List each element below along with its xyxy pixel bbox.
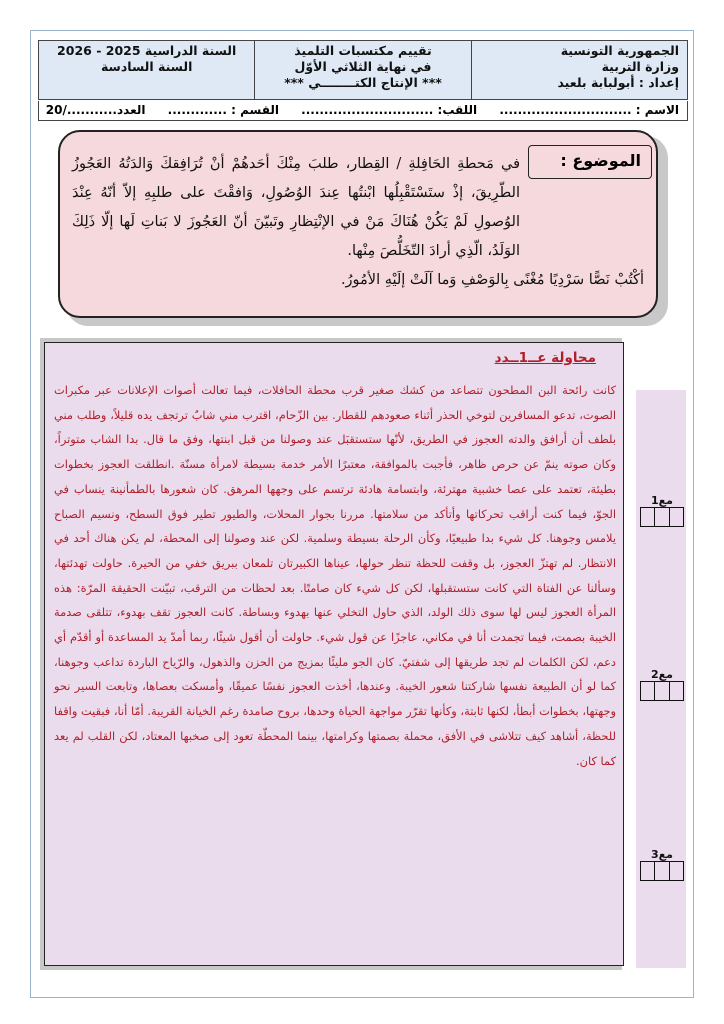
subject-area-text: *** الإنتاج الكتــــــــي *** [284, 75, 442, 90]
subject-label: الموضوع : [528, 145, 652, 179]
author-text: إعداد : أبولبابة بلعيد [557, 75, 679, 90]
school-year-text: السنة الدراسية 2025 - 2026 [57, 43, 237, 58]
criterion-2 [640, 668, 684, 701]
criterion-score-boxes[interactable] [640, 507, 684, 527]
criterion-label: مع3 [651, 848, 673, 861]
surname-field[interactable]: اللقب: ............................. [301, 103, 478, 117]
header-right [471, 41, 687, 99]
criterion-score-boxes[interactable] [640, 861, 684, 881]
name-field[interactable]: الاسم : ............................. [499, 103, 679, 117]
essay-paragraph: كانت رائحة البن المطحون تتصاعد من كشك صغير قرب محطة الحافلات، فيما تعالت أصوات الإعلانات عبر مكبرات الصوت، تدعو المسافرين لتوخي الحذر أثناء صعودهم للقطار. بين الزّحام، اقترب مني شابٌ ترتجف يده قليلاً، وطلب مني بلطف أن أرافق والدته العجوز في الطريق، لأنّها ستستقبَل عند وصولنا من قبل ابنتها، وفق ما قال. بدا الشاب متوتراً، وكان صوته ينمّ عن حرص ظاهر، فأجبت بالموافقة، معتبرًا الأمر خدمة بسيطة لامرأة مسنّة .انطلقت العجوز بخطوات بطيئة، تعتمد على عصا خشبية مهترئة، وابتسامة هادئة ترتسم على وجهها المرهق. كان شعورها بالطمأنينة ينساب في الجوّ، فيما كنت أراقب تحركاتها وأتأكد من سلامتها. مررنا بجوار المحلات، والطيور تطير فوق السطح، ونسيم الصباح يلامس وجوهنا. كل شيء بدا طبيعيًا، وكأن الرحلة بسيطة وسلمية. لكن عند وصولنا إلى المحطة، لم يكن هناك أحد في الانتظار. لم تهتزّ العجوز، بل وقفت للحظة تنظر حولها، عيناها الكبيرتان تلمعان ببريق خفي من الحيرة. حاولت تهدئتها، وسألنا عن الفتاة التي كانت ستستقبلها، لكن كل شيء كان صامتًا. بعد لحظات من الترقب، تبيّنت الحقيقة المرّة: هذه المرأة العجوز ليس لها سوى ذلك الولد، الذي حاول التخلي عنها بهدوء وبساطة. كانت العجوز تقف بهدوء، تتلقى صدمة الخيبة بصمت، فيما تجمدت أنا في مكاني، عاجزًا عن قول شيء. حاولت أن أقول شيئًا، ربما أمدّ يد المساعدة أو أقدّم أي دعم، لكن الكلمات لم تجد طريقها إلى شفتيّ. كان الجو مليئًا بمزيج من الحزن والذهول، والرّياح الباردة تداعب وجوهنا، كما لو أن الطبيعة نفسها شاركتنا شعور الخيبة. وعندها، أخذت العجوز نفسًا عميقًا، وأمسكت بعصاها، وتابعت السير نحو وجهتها، بخطوات أبطأ، لكنها ثابتة، وكأنها تقرّر مواجهة الحياة وحدها، بروح صامدة رغم الخيانة القريبة. أمّا أنا، فبقيت واقفا للحظة، أشاهد كيف تتلاشى في الأفق، محملة بصمتها وكرامتها، بينما المحطّة تعود إلى صخبها المعتاد، لكن القلب لم يعد كما كان. [54, 383, 616, 768]
ministry-text: وزارة التربية [601, 59, 679, 74]
criterion-label: مع2 [651, 668, 673, 681]
trimester-text: في نهاية الثلاثي الأوّل [294, 59, 432, 74]
criterion-score-boxes[interactable] [640, 681, 684, 701]
evaluation-title: تقييم مكتسبات التلميذ [294, 43, 432, 58]
criterion-label: مع1 [651, 494, 673, 507]
subject-instruction: أكْتُبْ نَصًّا سَرْدِيًا مُغْنًى بِالوَصْفِ وَما آلَتْ إلَيْهِ الأمُورُ. [340, 272, 644, 288]
criterion-1 [640, 494, 684, 527]
header-table [38, 40, 688, 100]
republic-text: الجمهورية التونسية [560, 43, 679, 58]
grade-level-text: السنة السادسة [100, 59, 193, 74]
attempt-text [54, 378, 616, 773]
section-field[interactable]: القسم : ............. [167, 103, 279, 117]
attempt-title: محاولة عــ1ــدد [494, 350, 596, 366]
grade-field[interactable]: العدد.........../20 [45, 103, 146, 117]
header-left [39, 41, 254, 99]
subject-prompt: في مَحطةِ الحَافِلةِ / القِطار، طلبَ مِنْكَ أحَدهُمْ أنْ تُرَافِقكَ وَالدَتُهُ العَجُوزُ الطّرِيقَ، إذْ ستَسْتَقْبِلُها ابْنتُها عِندَ الوُصُولِ، وَافقْتَ على طلبِهِ إلاّ أنّهُ عِنْدَ الوُصولِ لَمْ يَكُنْ هُنَاكَ مَنْ في الإنْتِظارِ وتَبيّنَ أنّ العَجُوزَ لا بَناتِ لَها إلّا ذَلِكَ الوَلَدُ، الّذِي أرادَ التّخَلُّصَ مِنْها. [72, 156, 520, 259]
student-id-row [38, 101, 688, 121]
criterion-3 [640, 848, 684, 881]
header-middle [254, 41, 470, 99]
